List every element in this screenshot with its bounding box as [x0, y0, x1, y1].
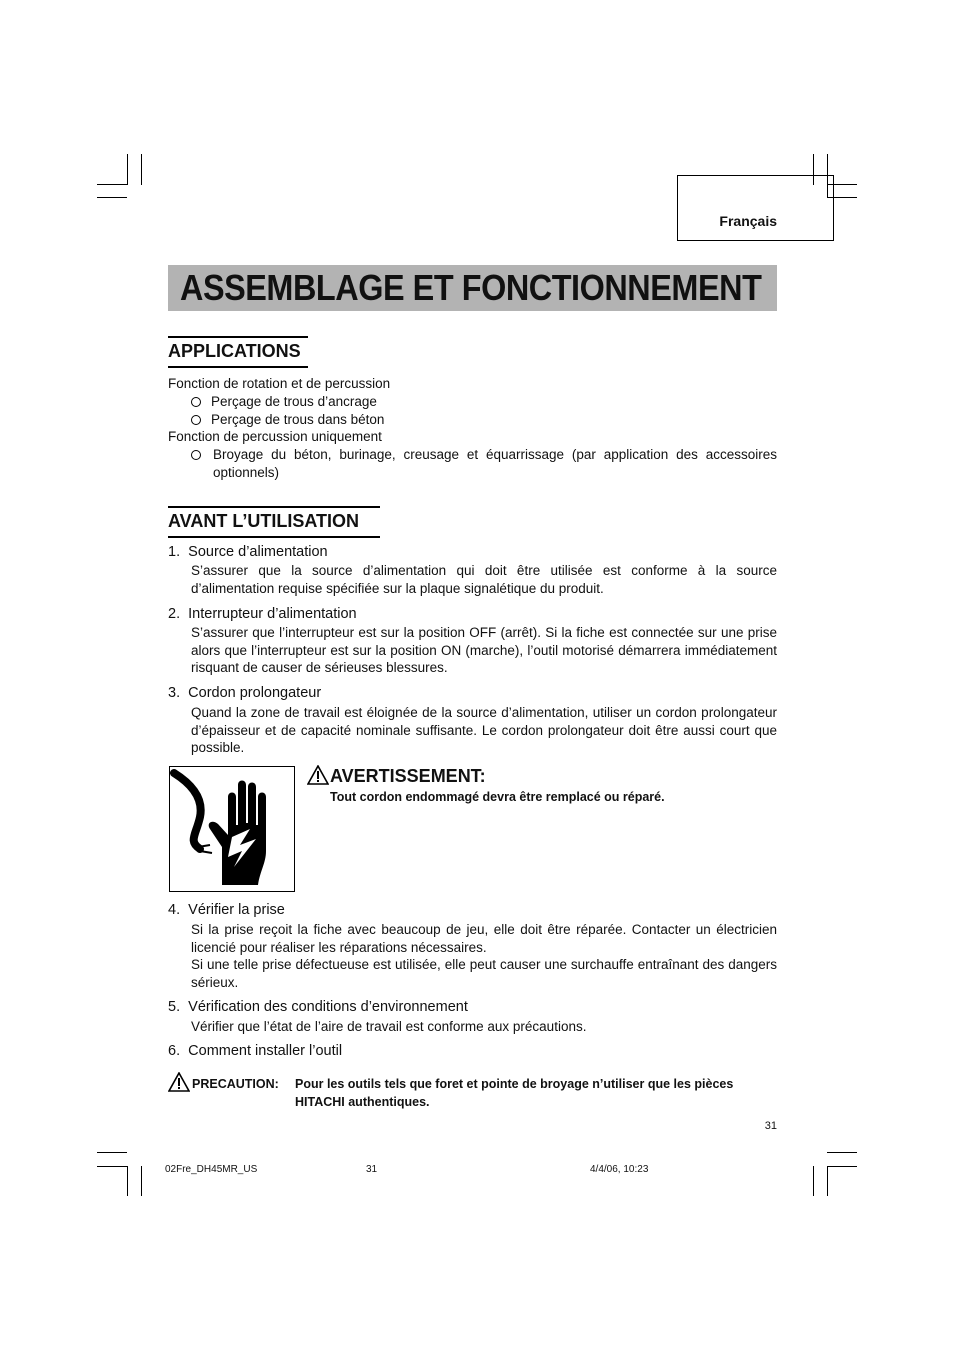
language-tab — [677, 175, 834, 241]
crop-mark — [813, 1166, 814, 1196]
item-title: 3. Cordon prolongateur — [168, 685, 322, 701]
crop-mark — [97, 1166, 127, 1167]
precaution-label: PRECAUTION: — [192, 1077, 279, 1091]
page-number: 31 — [764, 1120, 777, 1132]
list-item: Perçage de trous dans béton — [191, 411, 384, 429]
list-item: Broyage du béton, burinage, creusage et équarrissage (par application des accessoires optionnels) — [213, 447, 777, 480]
crop-mark — [827, 1166, 857, 1167]
crop-mark — [127, 1166, 128, 1196]
warning-triangle-icon — [168, 1072, 190, 1092]
item-body: Si une telle prise défectueuse est utilisée, elle peut causer une surchauffe entraînant des dangers sérieux. — [191, 957, 777, 990]
item-title: 1. Source d’alimentation — [168, 544, 328, 560]
item-body: S’assurer que l’interrupteur est sur la position OFF (arrêt). Si la fiche est connectée sur une prise alors que l’interrupteur est sur la position ON (marche), l’outil motorisé démarrera immédiatement risquant de causer de sérieuses blessures. — [191, 625, 777, 675]
section-rule — [168, 506, 380, 508]
item-title: 2. Interrupteur d’alimentation — [168, 606, 357, 622]
electric-shock-hand-icon — [170, 767, 293, 890]
section-rule — [168, 536, 380, 538]
section-rule — [168, 366, 308, 368]
avant-heading: AVANT L’UTILISATION — [168, 511, 359, 531]
bullet-circle-icon — [191, 450, 201, 460]
item-title: 6. Comment installer l’outil — [168, 1043, 343, 1059]
crop-mark — [827, 1166, 828, 1196]
applications-group2: Fonction de percussion uniquement — [168, 429, 382, 444]
footer-file: 02Fre_DH45MR_US — [165, 1164, 258, 1175]
applications-group1: Fonction de rotation et de percussion — [168, 376, 391, 391]
item-body: Vérifier que l’état de l’aire de travail est conforme aux précautions. — [191, 1019, 587, 1034]
crop-mark — [97, 197, 127, 198]
crop-mark — [97, 1152, 127, 1153]
crop-mark — [127, 154, 128, 185]
warning-label: AVERTISSEMENT: — [330, 766, 486, 786]
item-body: S’assurer que la source d’alimentation qui doit être utilisée est conforme à la source d’alimentation requise spécifiée sur la plaque signalétique du produit. — [191, 563, 777, 596]
precaution-text: HITACHI authentiques. — [295, 1095, 430, 1109]
crop-mark — [141, 154, 142, 185]
bullet-circle-icon — [191, 415, 201, 425]
crop-mark — [141, 1166, 142, 1196]
applications-heading: APPLICATIONS — [168, 341, 301, 361]
language-label: Français — [719, 213, 777, 229]
footer-date: 4/4/06, 10:23 — [590, 1164, 649, 1175]
crop-mark — [97, 184, 127, 185]
warning-pictogram — [169, 766, 295, 892]
page-title: ASSEMBLAGE ET FONCTIONNEMENT — [180, 267, 762, 308]
bullet-circle-icon — [191, 397, 201, 407]
footer-page: 31 — [366, 1164, 378, 1175]
warning-triangle-icon — [307, 765, 329, 785]
list-item: Perçage de trous d’ancrage — [191, 393, 377, 411]
section-rule — [168, 336, 308, 338]
crop-mark — [827, 1152, 857, 1153]
warning-text: Tout cordon endommagé devra être remplacé ou réparé. — [330, 790, 665, 804]
precaution-text: Pour les outils tels que foret et pointe de broyage n’utiliser que les pièces — [295, 1077, 734, 1091]
item-title: 4. Vérifier la prise — [168, 902, 285, 918]
item-title: 5. Vérification des conditions d’environnement — [168, 999, 468, 1015]
item-body: Si la prise reçoit la fiche avec beaucoup de jeu, elle doit être réparée. Contacter un électricien licencié pour réaliser les réparations nécessaires. — [191, 922, 777, 955]
item-body: Quand la zone de travail est éloignée de la source d’alimentation, utiliser un cordon prolongateur d’épaisseur et de capacité nominale suffisante. Le cordon prolongateur doit être aussi court que possible. — [191, 705, 777, 755]
